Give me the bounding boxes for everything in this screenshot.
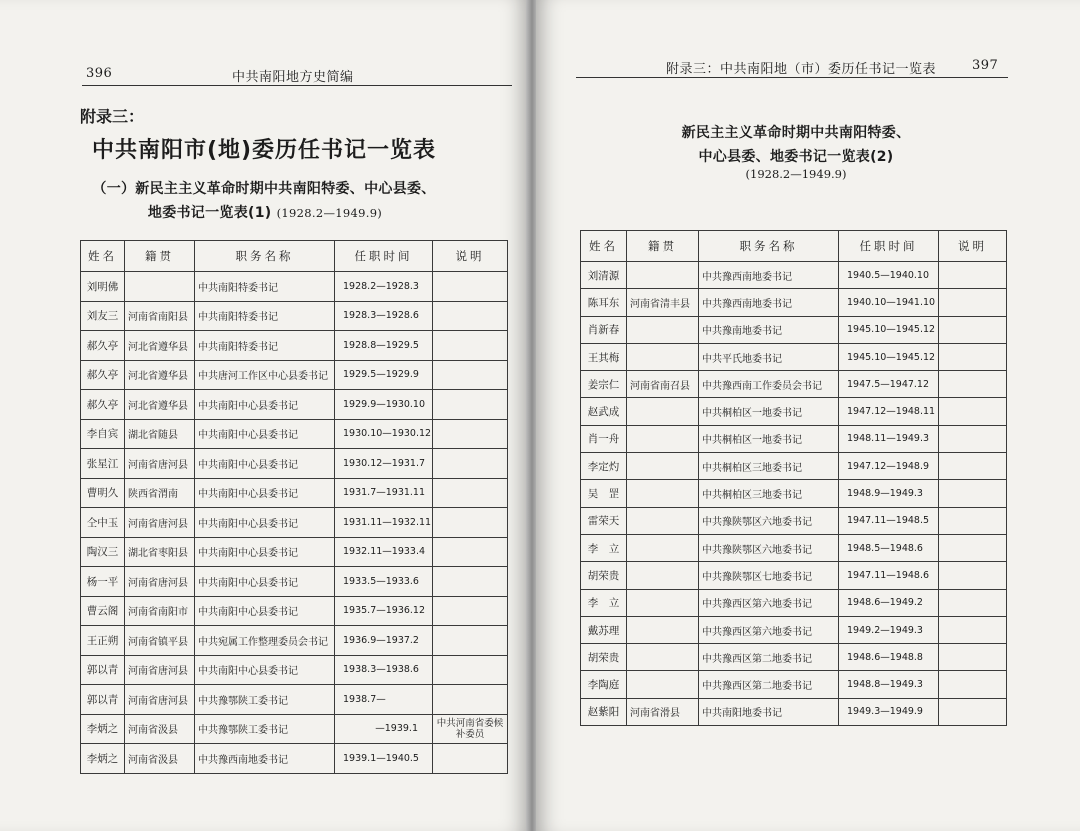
cell-note [433, 419, 508, 449]
cell-name: 郝久亭 [81, 331, 125, 361]
cell-position: 中共豫西南地委书记 [699, 262, 839, 289]
cell-note [433, 449, 508, 479]
table-row [581, 453, 1007, 480]
cell-origin [627, 398, 699, 425]
cell-origin [627, 671, 699, 698]
secretary-table-1 [80, 240, 508, 774]
table-row [81, 478, 508, 508]
cell-term: 1938.3—1938.6 [335, 655, 433, 685]
table-row [81, 567, 508, 597]
cell-origin: 河南省唐河县 [125, 655, 195, 685]
cell-origin: 河南省滑县 [627, 698, 699, 725]
table-row [81, 714, 508, 744]
cell-note [433, 360, 508, 390]
table-row [81, 508, 508, 538]
subtitle-text: 地委书记一览表(1) [147, 205, 272, 221]
col-header-name: 姓名 [581, 231, 627, 262]
cell-position: 中共南阳中心县委书记 [195, 419, 335, 449]
title-line2: 中心县委、地委书记一览表(2) [698, 149, 894, 165]
cell-term: 1947.5—1947.12 [839, 371, 939, 398]
cell-note [433, 272, 508, 302]
cell-position: 中共南阳特委书记 [195, 301, 335, 331]
cell-term: 1932.11—1933.4 [335, 537, 433, 567]
cell-name: 雷荣天 [581, 507, 627, 534]
cell-position: 中共豫西南地委书记 [195, 744, 335, 774]
cell-term: 1933.5—1933.6 [335, 567, 433, 597]
col-header-origin: 籍贯 [627, 231, 699, 262]
table-row [81, 272, 508, 302]
title-date: (1928.2—1949.9) [745, 167, 847, 181]
cell-term: 1948.8—1949.3 [839, 671, 939, 698]
table-row [581, 371, 1007, 398]
table-body [81, 272, 508, 774]
table-row [81, 390, 508, 420]
page-number: 396 [86, 66, 113, 81]
col-header-note: 说明 [433, 241, 508, 272]
cell-position: 中共南阳中心县委书记 [195, 390, 335, 420]
table-row [581, 534, 1007, 561]
cell-position: 中共南阳特委书记 [195, 331, 335, 361]
table-row [581, 316, 1007, 343]
col-header-position: 职务名称 [699, 231, 839, 262]
running-head: 中共南阳地方史简编 [232, 70, 354, 85]
cell-name: 戴苏理 [581, 616, 627, 643]
table-row [581, 480, 1007, 507]
cell-origin: 河北省遵华县 [125, 331, 195, 361]
secretary-table-2 [580, 230, 1007, 726]
cell-position: 中共平氏地委书记 [699, 343, 839, 370]
cell-name: 赵武成 [581, 398, 627, 425]
col-header-term: 任职时间 [839, 231, 939, 262]
cell-position: 中共豫西南工作委员会书记 [699, 371, 839, 398]
cell-origin [627, 316, 699, 343]
cell-name: 胡荣贵 [581, 644, 627, 671]
cell-origin [627, 562, 699, 589]
cell-origin: 河南省唐河县 [125, 567, 195, 597]
header-row [81, 241, 508, 272]
cell-term: 1947.11—1948.5 [839, 507, 939, 534]
cell-position: 中共豫西区第六地委书记 [699, 616, 839, 643]
cell-term: 1930.12—1931.7 [335, 449, 433, 479]
cell-name: 李 立 [581, 534, 627, 561]
cell-position: 中共豫鄂陕工委书记 [195, 714, 335, 744]
cell-term: 1930.10—1930.12 [335, 419, 433, 449]
col-header-position: 职务名称 [195, 241, 335, 272]
cell-note [939, 507, 1007, 534]
cell-note [939, 589, 1007, 616]
cell-note [939, 698, 1007, 725]
table-row [581, 562, 1007, 589]
cell-name: 王其梅 [581, 343, 627, 370]
cell-note [433, 567, 508, 597]
cell-note [939, 616, 1007, 643]
cell-note [433, 508, 508, 538]
cell-note [939, 398, 1007, 425]
cell-position: 中共南阳中心县委书记 [195, 478, 335, 508]
cell-origin [627, 425, 699, 452]
table-row [581, 343, 1007, 370]
cell-origin [627, 262, 699, 289]
cell-term: 1947.12—1948.11 [839, 398, 939, 425]
cell-name: 李炳之 [81, 744, 125, 774]
cell-origin [627, 616, 699, 643]
cell-origin: 河南省唐河县 [125, 449, 195, 479]
cell-note [433, 626, 508, 656]
cell-origin: 河南省唐河县 [125, 685, 195, 715]
cell-position: 中共南阳中心县委书记 [195, 537, 335, 567]
cell-position: 中共桐柏区一地委书记 [699, 425, 839, 452]
page-number-right: 397 [972, 58, 999, 73]
table-row [81, 360, 508, 390]
cell-name: 陈耳东 [581, 289, 627, 316]
cell-origin [125, 272, 195, 302]
cell-term: 1940.5—1940.10 [839, 262, 939, 289]
cell-name: 胡荣贵 [581, 562, 627, 589]
cell-name: 仝中玉 [81, 508, 125, 538]
cell-position: 中共南阳中心县委书记 [195, 655, 335, 685]
cell-origin [627, 507, 699, 534]
running-head-right: 附录三：中共南阳地（市）委历任书记一览表 [666, 62, 937, 77]
table-row [581, 289, 1007, 316]
cell-position: 中共南阳地委书记 [699, 698, 839, 725]
table-row [581, 644, 1007, 671]
cell-origin [627, 453, 699, 480]
appendix-label: 附录三： [80, 107, 145, 126]
cell-note [433, 596, 508, 626]
cell-note [939, 453, 1007, 480]
cell-position: 中共豫陕鄂区六地委书记 [699, 507, 839, 534]
cell-origin: 河北省遵华县 [125, 390, 195, 420]
table-row [81, 626, 508, 656]
cell-origin: 河南省南阳市 [125, 596, 195, 626]
table-row [81, 744, 508, 774]
cell-origin: 河南省汲县 [125, 714, 195, 744]
subtitle-line2 [60, 202, 470, 222]
table-row [81, 596, 508, 626]
cell-note [939, 562, 1007, 589]
cell-note [433, 478, 508, 508]
cell-note [433, 331, 508, 361]
cell-term: 1948.6—1949.2 [839, 589, 939, 616]
cell-position: 中共桐柏区一地委书记 [699, 398, 839, 425]
cell-position: 中共唐河工作区中心县委书记 [195, 360, 335, 390]
cell-note [433, 655, 508, 685]
cell-note [433, 301, 508, 331]
cell-note [939, 289, 1007, 316]
cell-name: 李 立 [581, 589, 627, 616]
table-row [81, 419, 508, 449]
table-row [581, 262, 1007, 289]
cell-name: 肖一舟 [581, 425, 627, 452]
cell-term: 1940.10—1941.10 [839, 289, 939, 316]
table-row [81, 655, 508, 685]
cell-origin: 河南省清丰县 [627, 289, 699, 316]
right-page [536, 0, 1080, 831]
cell-origin [627, 343, 699, 370]
cell-name: 赵紫阳 [581, 698, 627, 725]
cell-term: 1931.7—1931.11 [335, 478, 433, 508]
col-header-origin: 籍贯 [125, 241, 195, 272]
table-row [81, 331, 508, 361]
cell-position: 中共豫西区第六地委书记 [699, 589, 839, 616]
cell-name: 刘清源 [581, 262, 627, 289]
cell-position: 中共南阳中心县委书记 [195, 596, 335, 626]
cell-name: 陶汉三 [81, 537, 125, 567]
subtitle-line1: （一）新民主主义革命时期中共南阳特委、中心县委、 [92, 181, 436, 197]
col-header-term: 任职时间 [335, 241, 433, 272]
cell-note [939, 371, 1007, 398]
cell-position: 中共豫西区第二地委书记 [699, 671, 839, 698]
cell-position: 中共豫南地委书记 [699, 316, 839, 343]
cell-name: 郭以青 [81, 655, 125, 685]
cell-note [433, 685, 508, 715]
cell-name: 曹明久 [81, 478, 125, 508]
cell-term: 1938.7— [335, 685, 433, 715]
cell-name: 刘明佛 [81, 272, 125, 302]
cell-term: 1948.9—1949.3 [839, 480, 939, 507]
table-row [581, 698, 1007, 725]
cell-origin: 河南省汲县 [125, 744, 195, 774]
cell-name: 姜宗仁 [581, 371, 627, 398]
cell-origin: 河北省遵华县 [125, 360, 195, 390]
cell-term: 1936.9—1937.2 [335, 626, 433, 656]
col-header-name: 姓名 [81, 241, 125, 272]
cell-note [939, 262, 1007, 289]
cell-term: 1945.10—1945.12 [839, 316, 939, 343]
cell-term: 1929.9—1930.10 [335, 390, 433, 420]
cell-note [939, 343, 1007, 370]
cell-note [433, 744, 508, 774]
cell-name: 郝久亭 [81, 360, 125, 390]
cell-origin: 河南省南阳县 [125, 301, 195, 331]
main-title: 中共南阳市(地)委历任书记一览表 [91, 138, 437, 163]
cell-note [939, 425, 1007, 452]
cell-position: 中共南阳中心县委书记 [195, 449, 335, 479]
cell-name: 李定灼 [581, 453, 627, 480]
cell-origin: 湖北省随县 [125, 419, 195, 449]
table-row [581, 589, 1007, 616]
cell-name: 李陶庭 [581, 671, 627, 698]
cell-position: 中共豫西南地委书记 [699, 289, 839, 316]
cell-term: 1945.10—1945.12 [839, 343, 939, 370]
cell-note [433, 390, 508, 420]
cell-note [433, 537, 508, 567]
table-row [581, 425, 1007, 452]
cell-name: 李炳之 [81, 714, 125, 744]
cell-note [939, 316, 1007, 343]
cell-note [939, 671, 1007, 698]
cell-note [939, 534, 1007, 561]
cell-position: 中共南阳特委书记 [195, 272, 335, 302]
col-header-note: 说明 [939, 231, 1007, 262]
cell-position: 中共南阳中心县委书记 [195, 508, 335, 538]
table-body [581, 262, 1007, 726]
cell-term: 1929.5—1929.9 [335, 360, 433, 390]
cell-name: 李自宾 [81, 419, 125, 449]
cell-position: 中共豫西区第二地委书记 [699, 644, 839, 671]
cell-name: 张星江 [81, 449, 125, 479]
cell-origin: 湖北省枣阳县 [125, 537, 195, 567]
table-row [81, 301, 508, 331]
cell-origin [627, 534, 699, 561]
cell-name: 郝久亭 [81, 390, 125, 420]
cell-position: 中共南阳中心县委书记 [195, 567, 335, 597]
table-row [81, 537, 508, 567]
cell-name: 刘友三 [81, 301, 125, 331]
cell-note [939, 644, 1007, 671]
cell-term: 1947.11—1948.6 [839, 562, 939, 589]
cell-term: 1928.8—1929.5 [335, 331, 433, 361]
cell-name: 郭以青 [81, 685, 125, 715]
cell-origin [627, 644, 699, 671]
table-row [581, 671, 1007, 698]
cell-term: 1935.7—1936.12 [335, 596, 433, 626]
cell-term: 1949.3—1949.9 [839, 698, 939, 725]
cell-term: 1931.11—1932.11 [335, 508, 433, 538]
cell-origin [627, 589, 699, 616]
cell-name: 曹云阁 [81, 596, 125, 626]
subtitle-date: (1928.2—1949.9) [276, 206, 383, 220]
title-line1: 新民主主义革命时期中共南阳特委、 [681, 125, 911, 141]
header-rule-right [576, 77, 1008, 78]
cell-origin: 河南省镇平县 [125, 626, 195, 656]
cell-term: 1948.6—1948.8 [839, 644, 939, 671]
table-row [581, 398, 1007, 425]
cell-origin: 河南省南召县 [627, 371, 699, 398]
cell-position: 中共豫陕鄂区七地委书记 [699, 562, 839, 589]
cell-note [939, 480, 1007, 507]
cell-position: 中共桐柏区三地委书记 [699, 453, 839, 480]
cell-term: 1948.5—1948.6 [839, 534, 939, 561]
cell-term: 1947.12—1948.9 [839, 453, 939, 480]
cell-position: 中共豫鄂陕工委书记 [195, 685, 335, 715]
cell-term: 1949.2—1949.3 [839, 616, 939, 643]
cell-note: 中共河南省委候补委员 [433, 714, 508, 744]
cell-name: 肖新春 [581, 316, 627, 343]
cell-term: 1948.11—1949.3 [839, 425, 939, 452]
cell-name: 王正朔 [81, 626, 125, 656]
cell-origin: 河南省唐河县 [125, 508, 195, 538]
cell-position: 中共宛属工作整理委员会书记 [195, 626, 335, 656]
table-row [81, 685, 508, 715]
table-row [581, 507, 1007, 534]
table-row [81, 449, 508, 479]
cell-term: —1939.1 [335, 714, 433, 744]
cell-term: 1939.1—1940.5 [335, 744, 433, 774]
table-row [581, 616, 1007, 643]
cell-position: 中共豫陕鄂区六地委书记 [699, 534, 839, 561]
header-row [581, 231, 1007, 262]
cell-name: 杨一平 [81, 567, 125, 597]
cell-origin: 陕西省渭南 [125, 478, 195, 508]
cell-term: 1928.2—1928.3 [335, 272, 433, 302]
cell-term: 1928.3—1928.6 [335, 301, 433, 331]
cell-origin [627, 480, 699, 507]
left-page [0, 0, 528, 831]
cell-position: 中共桐柏区三地委书记 [699, 480, 839, 507]
cell-name: 吴 罡 [581, 480, 627, 507]
header-rule [82, 85, 512, 86]
